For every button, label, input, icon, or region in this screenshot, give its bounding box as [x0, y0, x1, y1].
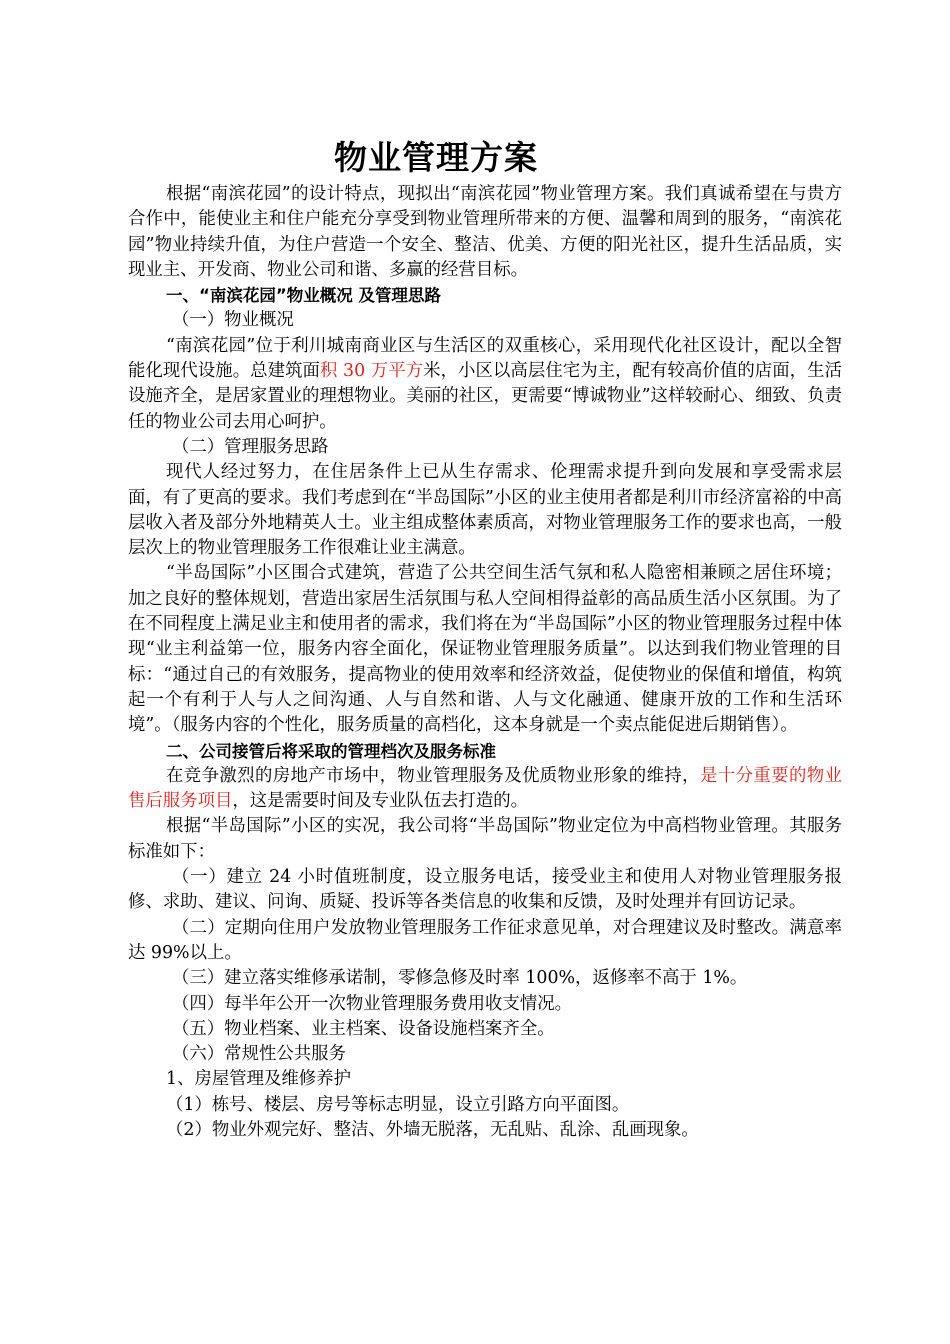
standard-item-6: （六）常规性公共服务 [172, 1044, 346, 1065]
approach-paragraph-2: “半岛国际”小区围合式建筑，营造了公共空间生活气氛和私人隐密相兼顾之居住环境；加之良好的整体规划，营造出家居生活氛围与私人空间相得益彰的高品质生活小区氛围。为了在不同程度上满足业主和使用者的需求，我们将在为“半岛国际”小区的物业管理服务过程中体现“业主利益第一位，服务内容全面化，保证物业管理服务质量”。以达到我们物业管理的目标：“通过自己的有效服务，提高物业的使用效率和经济效益，促使物业的保值和增值，构筑起一个有利于人与人之间沟通、人与自然和谐、人与文化融通、健康开放的工作和生活环境”。（服务内容的个性化，服务质量的高档化，这本身就是一个卖点能促进后期销售）。 [128, 563, 842, 736]
document-title: 物业管理方案 [334, 138, 538, 177]
standard-item-4: （四）每半年公开一次物业管理服务费用收支情况。 [172, 993, 572, 1014]
sub-item-housing: 1、房屋管理及维修养护 [166, 1069, 351, 1090]
subsection-heading-approach: （二）管理服务思路 [172, 436, 329, 457]
section-heading-2: 二、公司接管后将采取的管理档次及服务标准 [166, 741, 496, 761]
approach-paragraph-1: 现代人经过努力，在住居条件上已从生存需求、伦理需求提升到向发展和享受需求层面，有了更高的要求。我们考虑到在“半岛国际”小区的业主使用者都是利川市经济富裕的中高层收入者及部分外地精英人士。业主组成整体素质高，对物业管理服务工作的要求也高，一般层次上的物业管理服务工作很难让业主满意。 [128, 462, 842, 559]
sub-item-2: （2）物业外观完好、整洁、外墙无脱落，无乱贴、乱涂、乱画现象。 [166, 1119, 699, 1140]
overview-text-b: 米，小区以高层住宅为主，配有较高价值的店面，生活设施齐全，是居家置业的理想物业。美丽的社区，更需要“博诚物业”这样较耐心、细致、负责任的物业公司去用心呵护。 [128, 361, 842, 432]
intro-paragraph: 根据“南滨花园”的设计特点，现拟出“南滨花园”物业管理方案。我们真诚希望在与贵方合作中，能使业主和住户能充分享受到物业管理所带来的方便、温馨和周到的服务，“南滨花园”物业持续升值，为住户营造一个安全、整洁、优美、方便的阳光社区，提升生活品质，实现业主、开发商、物业公司和谐、多赢的经营目标。 [128, 184, 842, 280]
standard-item-5: （五）物业档案、业主档案、设备设施档案齐全。 [172, 1018, 555, 1039]
section-heading-1: 一、“南滨花园”物业概况 及管理思路 [166, 286, 441, 306]
overview-text-a: “南滨花园”位于利川城南商业区与生活区的双重核心，采用现代化社区设计，配以全智能化现代设施。总建筑面 [128, 335, 842, 382]
subsection-heading-overview: （一）物业概况 [172, 310, 294, 331]
standards-paragraph-2: 根据“半岛国际”小区的实况，我公司将“半岛国际”物业定位为中高档物业管理。其服务标准如下： [128, 816, 842, 862]
sub-item-1: （1）栋号、楼层、房号等标志明显，设立引路方向平面图。 [166, 1094, 630, 1115]
standards-highlight: 是十分重要的物业售后服务项目 [128, 765, 842, 812]
standards-text-a: 在竞争激烈的房地产市场中，物业管理服务及优质物业形象的维持， [166, 765, 700, 786]
standards-paragraph-1 [128, 764, 842, 815]
standard-item-1: （一）建立 24 小时值班制度，设立服务电话，接受业主和使用人对物业管理服务报修、求助、建议、问询、质疑、投诉等各类信息的收集和反馈，及时处理并有回访记录。 [128, 867, 842, 913]
overview-highlight: 积 30 万平方 [320, 361, 424, 382]
document-body [128, 182, 842, 1143]
overview-paragraph [128, 334, 842, 435]
standard-item-3: （三）建立落实维修承诺制，零修急修及时率 100%，返修率不高于 1%。 [172, 968, 748, 989]
standard-item-2: （二）定期向住用户发放物业管理服务工作征求意见单，对合理建议及时整改。满意率达 99%以上。 [128, 917, 842, 963]
standards-text-b: ，这是需要时间及专业队伍去打造的。 [232, 791, 529, 812]
